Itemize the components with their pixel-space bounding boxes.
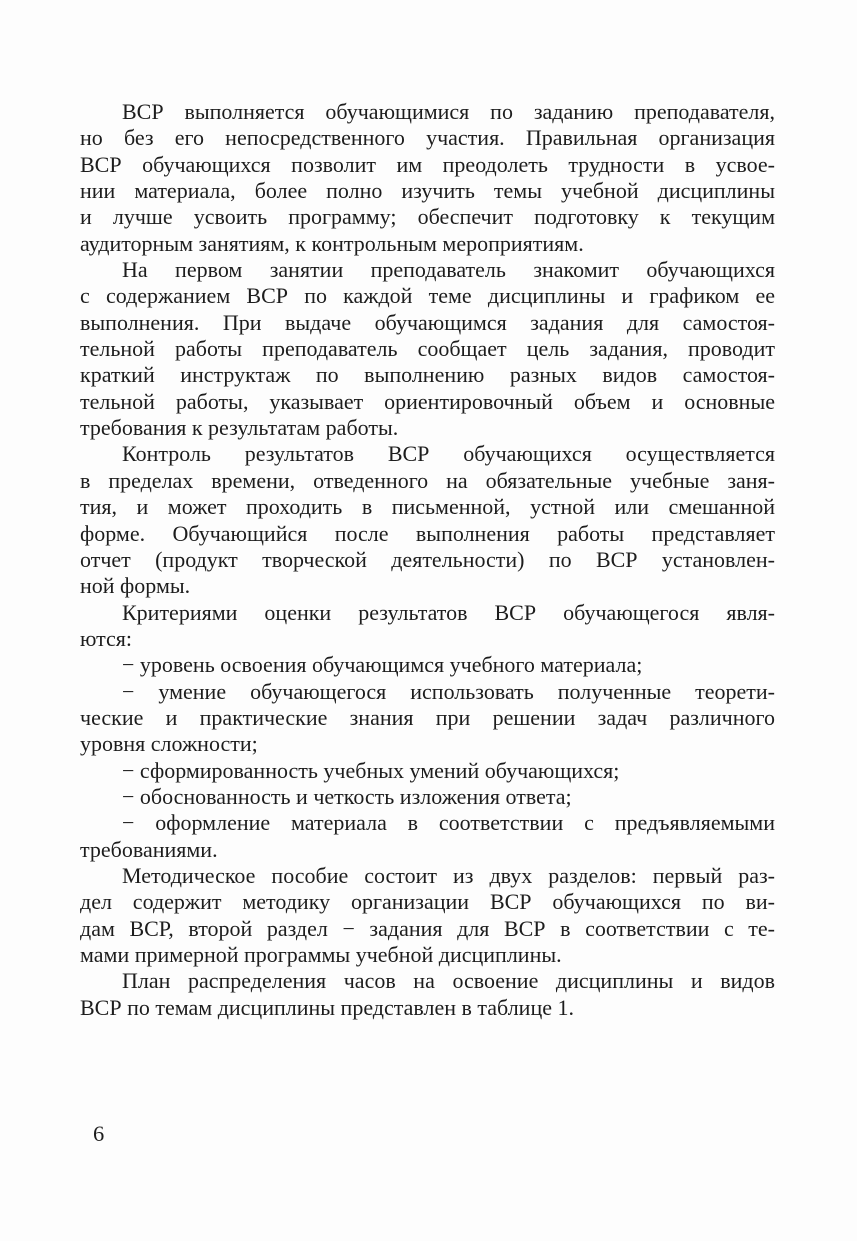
page-number: 6 bbox=[93, 1121, 105, 1146]
paragraph bbox=[80, 257, 775, 441]
text-line: − сформированность учебных умений обучающихся; bbox=[122, 757, 620, 783]
text-line: На первом занятии преподаватель знакомит обучающихся bbox=[122, 257, 775, 283]
paragraph bbox=[80, 810, 775, 863]
text-line: ВСР обучающихся позволит им преодолеть трудности в усвое- bbox=[80, 151, 775, 177]
paragraph bbox=[80, 758, 775, 784]
text-line: аудиторным занятиям, к контрольным мероприятиям. bbox=[80, 230, 584, 256]
text-line: требованиями. bbox=[80, 836, 218, 862]
text-line: в пределах времени, отведенного на обязательные учебные заня- bbox=[80, 467, 775, 493]
paragraph bbox=[80, 679, 775, 758]
text-line: мами примерной программы учебной дисциплины. bbox=[80, 942, 562, 967]
text-line: тельной работы, указывает ориентировочный объем и основные bbox=[80, 388, 775, 414]
paragraph bbox=[80, 99, 775, 257]
text-line: − оформление материала в соответствии с предъявляемыми bbox=[122, 810, 775, 836]
text-line: требования к результатам работы. bbox=[80, 415, 399, 441]
text-line: с содержанием ВСР по каждой теме дисциплины и графиком ее bbox=[80, 283, 775, 309]
paragraph bbox=[80, 441, 775, 599]
text-line: но без его непосредственного участия. Правильная организация bbox=[80, 125, 775, 151]
text-line: ВСР по темам дисциплины представлен в таблице 1. bbox=[80, 994, 574, 1020]
paragraph bbox=[80, 784, 775, 810]
text-line: − обоснованность и четкость изложения ответа; bbox=[122, 783, 572, 809]
text-line: тия, и может проходить в письменной, устной или смешанной bbox=[80, 494, 775, 520]
text-line: дел содержит методику организации ВСР обучающихся по ви- bbox=[80, 889, 775, 915]
paragraph bbox=[80, 600, 775, 653]
page-body bbox=[80, 99, 775, 1021]
text-line: форме. Обучающийся после выполнения работы представляет bbox=[80, 520, 775, 546]
paragraph bbox=[80, 863, 775, 968]
text-line: ются: bbox=[80, 625, 133, 651]
text-line: тельной работы преподаватель сообщает цель задания, проводит bbox=[80, 336, 775, 362]
text-line: − уровень освоения обучающимся учебного материала; bbox=[122, 652, 643, 678]
text-line: дам ВСР, второй раздел − задания для ВСР в соответствии с те- bbox=[80, 915, 775, 941]
text-line: отчет (продукт творческой деятельности) по ВСР установлен- bbox=[80, 546, 775, 572]
paragraph bbox=[80, 652, 775, 678]
text-line: и лучше усвоить программу; обеспечит подготовку к текущим bbox=[80, 204, 775, 230]
text-line: План распределения часов на освоение дисциплины и видов bbox=[122, 968, 775, 994]
text-line: ной формы. bbox=[80, 573, 191, 599]
text-line: краткий инструктаж по выполнению разных видов самостоя- bbox=[80, 362, 775, 388]
text-line: Контроль результатов ВСР обучающихся осуществляется bbox=[122, 441, 775, 467]
text-line: Критериями оценки результатов ВСР обучающегося явля- bbox=[122, 599, 775, 625]
text-line: − умение обучающегося использовать полученные теорети- bbox=[122, 678, 775, 704]
paragraph bbox=[80, 968, 775, 1021]
text-line: нии материала, более полно изучить темы учебной дисциплины bbox=[80, 178, 775, 204]
text-line: выполнения. При выдаче обучающимся задания для самостоя- bbox=[80, 309, 775, 335]
text-line: Методическое пособие состоит из двух разделов: первый раз- bbox=[122, 862, 775, 888]
text-line: ВСР выполняется обучающимися по заданию преподавателя, bbox=[122, 99, 775, 124]
text-line: уровня сложности; bbox=[80, 731, 258, 757]
text-line: ческие и практические знания при решении задач различного bbox=[80, 704, 775, 730]
